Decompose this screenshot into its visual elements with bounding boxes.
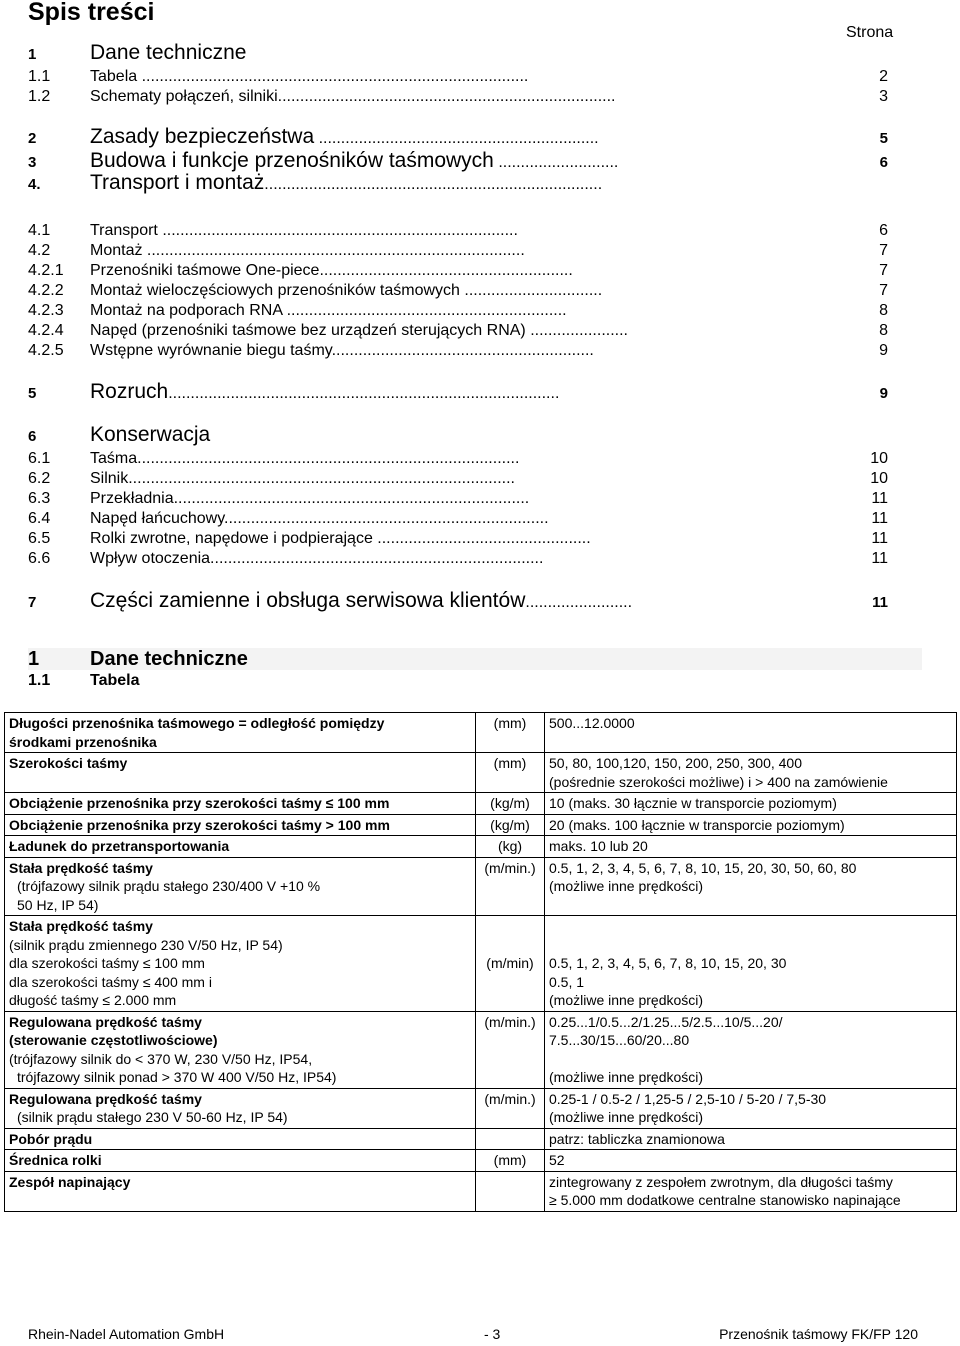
toc-entry-number: 1 (28, 46, 37, 63)
toc-entry-page: 9 (879, 385, 888, 402)
spec-unit-cell (476, 1171, 545, 1211)
spec-value-line: (możliwe inne prędkości) (549, 878, 704, 894)
toc-entry-leader: ........................................................................................ (168, 385, 560, 402)
toc-entry-title (90, 125, 599, 149)
spec-label-line: dla szerokości taśmy ≤ 100 mm (9, 955, 205, 971)
spec-value-line: 52 (549, 1152, 565, 1168)
toc-entry-number: 4.2.1 (28, 262, 64, 279)
toc-entry-number: 4.2.4 (28, 322, 64, 339)
spec-value-line: (pośrednie szerokości możliwe) i > 400 na zamówienie (549, 773, 888, 790)
toc-entry-title (90, 282, 602, 300)
spec-value-line: 10 (maks. 30 łącznie w transporcie poziomym) (549, 795, 837, 811)
toc-entry[interactable] (28, 380, 888, 405)
page-title: Spis treści (28, 0, 155, 26)
specification-table (4, 712, 957, 1212)
toc-entry-text: Wpływ otoczenia (90, 550, 211, 567)
subsection-number: 1.1 (28, 672, 51, 689)
toc-entry-number: 6.3 (28, 490, 51, 507)
spec-unit-cell: (m/min.) (476, 857, 545, 916)
toc-entry-text: Montaż wieloczęściowych przenośników taśmowych (90, 282, 460, 299)
toc-entry-title (90, 41, 246, 65)
toc-entry-text: Budowa i funkcje przenośników taśmowych (90, 149, 494, 172)
toc-entry-text: Taśma (90, 450, 138, 467)
spec-value-line: maks. 10 lub 20 (549, 838, 648, 854)
spec-label-cell (5, 1150, 476, 1172)
toc-entry-number: 7 (28, 594, 37, 611)
toc-entry-title (90, 380, 559, 404)
spec-value-line: (możliwe inne prędkości) (549, 992, 704, 1008)
toc-entry-leader: ............................................................... (282, 302, 567, 319)
spec-label-line: Ładunek do przetransportowania (9, 838, 230, 854)
toc-entry-text: Przekładnia (90, 490, 174, 507)
toc-entry-leader: ...................... (525, 322, 628, 339)
toc-entry-leader: ........................................................... (331, 342, 594, 359)
footer-page-number: - 3 (484, 1326, 501, 1342)
spec-label-line: Średnica rolki (9, 1152, 102, 1168)
spec-value-line: 0.5, 1 (549, 973, 585, 990)
spec-value-line: 7.5...30/15...60/20...80 (549, 1032, 690, 1048)
table-row (5, 836, 957, 858)
toc-entry-leader: ................................................................................ (173, 490, 530, 507)
toc-entry[interactable] (28, 490, 888, 510)
toc-entry-number: 6.1 (28, 450, 51, 467)
toc-entry-number: 1.1 (28, 68, 51, 85)
table-row (5, 916, 957, 1012)
spec-value-cell (545, 1011, 957, 1088)
spec-label-line: Długości przenośnika taśmowego = odległość pomiędzy (9, 715, 385, 731)
toc-entry-leader: ............................................................................ (264, 176, 603, 193)
toc-entry-text: Montaż na podporach RNA (90, 302, 283, 319)
toc-entry[interactable] (28, 322, 888, 342)
spec-value-line: 0.25...1/0.5...2/1.25...5/2.5...10/5...20/ (549, 1013, 783, 1030)
spec-label-line: Stała prędkość taśmy (9, 859, 153, 876)
toc-entry-page: 7 (879, 242, 888, 259)
toc-entry-text: Silnik (90, 470, 129, 487)
table-row (5, 1128, 957, 1150)
toc-entry-text: Transport (90, 222, 158, 239)
spec-value-cell (545, 713, 957, 753)
spec-value-cell (545, 1088, 957, 1128)
toc-entry[interactable] (28, 550, 888, 570)
spec-label-cell (5, 1088, 476, 1128)
toc-entry[interactable] (28, 423, 888, 448)
spec-unit-cell: (m/min.) (476, 1011, 545, 1088)
subsection-heading (28, 672, 140, 690)
spec-label-cell (5, 793, 476, 815)
footer-document-title: Przenośnik taśmowy FK/FP 120 (719, 1326, 918, 1342)
toc-entry[interactable] (28, 88, 888, 108)
toc-entry-page: 7 (879, 282, 888, 299)
toc-entry-leader: ................................................................................ (157, 222, 518, 239)
section-title: Dane techniczne (90, 648, 248, 670)
spec-value-line: 500...12.0000 (549, 715, 635, 731)
spec-label-line: dla szerokości taśmy ≤ 400 mm i (9, 973, 212, 990)
toc-entry-page: 8 (879, 322, 888, 339)
toc-entry-page: 11 (871, 530, 888, 547)
toc-entry-page: 8 (879, 302, 888, 319)
toc-entry-leader: ........................ (525, 594, 633, 611)
toc-entry-title (90, 510, 549, 528)
spec-label-line: długość taśmy ≤ 2.000 mm (9, 992, 177, 1008)
subsection-title: Tabela (90, 672, 140, 689)
table-row (5, 857, 957, 916)
spec-value-line: patrz: tabliczka znamionowa (549, 1130, 725, 1147)
spec-value-line: 0.5, 1, 2, 3, 4, 5, 6, 7, 8, 10, 15, 20, 30 (549, 955, 787, 971)
toc-entry-text: Dane techniczne (90, 41, 247, 64)
toc-entry-number: 2 (28, 130, 37, 147)
spec-label-line: środkami przenośnika (9, 733, 157, 750)
toc-entry-number: 6 (28, 428, 37, 445)
toc-entry-title (90, 171, 602, 195)
toc-entry-leader: ....................................................................................... (128, 470, 515, 487)
spec-value-cell (545, 916, 957, 1012)
toc-entry[interactable] (28, 125, 888, 150)
toc-entry-text: Schematy połączeń, silniki (90, 88, 278, 105)
toc-entry-leader: ......................................................... (319, 262, 573, 279)
spec-value-cell (545, 814, 957, 836)
toc-entry[interactable] (28, 282, 888, 302)
spec-unit-cell: (mm) (476, 1150, 545, 1172)
table-row (5, 753, 957, 793)
toc-entry[interactable] (28, 530, 888, 550)
toc-entry-text: Napęd (przenośniki taśmowe bez urządzeń sterujących RNA) (90, 322, 526, 339)
spec-value-line: 20 (maks. 100 łącznie w transporcie poziomym) (549, 816, 845, 833)
spec-value-cell (545, 793, 957, 815)
toc-entry-text: Wstępne wyrównanie biegu taśmy (90, 342, 332, 359)
toc-entry-title (90, 262, 573, 280)
toc-entry-title (90, 322, 628, 340)
toc-entry-number: 4.1 (28, 222, 51, 239)
spec-label-cell (5, 713, 476, 753)
spec-label-line: (silnik prądu zmiennego 230 V/50 Hz, IP 54) (9, 936, 283, 953)
spec-label-line: Stała prędkość taśmy (9, 918, 153, 934)
toc-entry-title (90, 450, 519, 468)
toc-entry-leader: ...................................................................................... (137, 450, 520, 467)
toc-entry-page: 10 (870, 450, 888, 467)
toc-entry-number: 4. (28, 176, 41, 193)
spec-unit-cell: (mm) (476, 753, 545, 793)
spec-value-line: 50, 80, 100,120, 150, 200, 250, 300, 400 (549, 755, 802, 771)
spec-unit-cell: (kg/m) (476, 814, 545, 836)
toc-entry[interactable] (28, 302, 888, 322)
toc-entry-text: Napęd łańcuchowy (90, 510, 225, 527)
spec-unit-cell: (mm) (476, 713, 545, 753)
toc-entry-leader: ............................................................... (314, 130, 599, 147)
toc-entry[interactable] (28, 68, 888, 88)
spec-label-line: (sterowanie częstotliwościowe) (9, 1032, 218, 1048)
toc-entry-leader: ............................................................................ (277, 88, 616, 105)
spec-value-cell (545, 753, 957, 793)
toc-entry-page: 11 (871, 510, 888, 527)
spec-label-cell (5, 857, 476, 916)
table-row (5, 1011, 957, 1088)
toc-entry-title (90, 342, 594, 360)
toc-entry-number: 4.2 (28, 242, 51, 259)
toc-entry-number: 6.2 (28, 470, 51, 487)
spec-value-line: (możliwe inne prędkości) (549, 1068, 704, 1085)
toc-entry[interactable] (28, 41, 888, 66)
page-column-label: Strona (846, 24, 894, 41)
toc-entry-number: 4.2.5 (28, 342, 64, 359)
toc-entry-text: Części zamienne i obsługa serwisowa klientów (90, 589, 526, 612)
spec-value-cell (545, 1128, 957, 1150)
spec-value-line: ≥ 5.000 mm dodatkowe centralne stanowisko napinające (549, 1192, 901, 1208)
toc-entry-leader: ................................................ (372, 530, 591, 547)
toc-entry-leader: ....................................................................................... (137, 68, 529, 85)
toc-entry-title (90, 222, 518, 240)
spec-label-line: (trójfazowy silnik prądu stałego 230/400 V +10 % (17, 878, 321, 894)
spec-label-cell (5, 836, 476, 858)
toc-entry[interactable] (28, 470, 888, 490)
toc-entry-title (90, 589, 632, 613)
toc-entry-title (90, 242, 525, 260)
toc-entry-number: 1.2 (28, 88, 51, 105)
toc-entry-number: 4.2.3 (28, 302, 64, 319)
spec-value-cell (545, 836, 957, 858)
table-row (5, 1088, 957, 1128)
spec-label-line: (silnik prądu stałego 230 V 50-60 Hz, IP 54) (17, 1109, 288, 1125)
toc-entry-page: 9 (879, 342, 888, 359)
spec-label-line: Pobór prądu (9, 1130, 93, 1147)
spec-label-line: Obciążenie przenośnika przy szerokości taśmy ≤ 100 mm (9, 795, 390, 811)
toc-entry-text: Montaż (90, 242, 143, 259)
toc-entry-text: Rolki zwrotne, napędowe i podpierające (90, 530, 373, 547)
toc-entry-title (90, 423, 210, 447)
toc-entry-page: 11 (871, 490, 888, 507)
spec-value-cell (545, 1171, 957, 1211)
toc-entry-title (90, 88, 615, 106)
toc-entry-page: 2 (879, 68, 888, 85)
spec-unit-cell: (kg) (476, 836, 545, 858)
spec-unit-cell (476, 1128, 545, 1150)
toc-entry-text: Zasady bezpieczeństwa (90, 125, 315, 148)
toc-entry-number: 5 (28, 385, 37, 402)
toc-entry[interactable] (28, 342, 888, 362)
toc-entry-title (90, 490, 529, 508)
spec-value-cell (545, 857, 957, 916)
toc-entry-leader: ..................................................................................... (142, 242, 525, 259)
toc-entry-page: 11 (871, 550, 888, 567)
spec-value-line: (możliwe inne prędkości) (549, 1109, 704, 1125)
toc-entry-page: 7 (879, 262, 888, 279)
toc-entry-text: Transport i montaż (90, 171, 265, 194)
toc-entry-text: Konserwacja (90, 423, 211, 446)
toc-entry-number: 6.4 (28, 510, 51, 527)
toc-entry-title (90, 530, 591, 548)
toc-entry[interactable] (28, 222, 888, 242)
spec-value-line: zintegrowany z zespołem zwrotnym, dla długości taśmy (549, 1173, 893, 1190)
table-row (5, 713, 957, 753)
section-number: 1 (28, 648, 40, 670)
footer-company: Rhein-Nadel Automation GmbH (28, 1326, 225, 1342)
toc-entry-number: 6.5 (28, 530, 51, 547)
spec-label-cell (5, 753, 476, 793)
toc-entry[interactable] (28, 510, 888, 530)
table-row (5, 1150, 957, 1172)
toc-entry-leader: ............................... (459, 282, 603, 299)
spec-label-line: 50 Hz, IP 54) (17, 896, 99, 913)
toc-entry-page: 6 (879, 154, 888, 171)
spec-value-line: 0.25-1 / 0.5-2 / 1,25-5 / 2,5-10 / 5-20 / 7,5-30 (549, 1090, 827, 1107)
toc-entry-leader: ........................... (493, 154, 619, 171)
spec-value-cell (545, 1150, 957, 1172)
toc-entry[interactable] (28, 450, 888, 470)
table-row (5, 793, 957, 815)
table-row (5, 814, 957, 836)
toc-entry-number: 6.6 (28, 550, 51, 567)
toc-entry-title (90, 149, 618, 173)
spec-label-line: Zespół napinający (9, 1173, 131, 1190)
toc-entry-page: 11 (872, 594, 888, 611)
toc-entry-text: Rozruch (90, 380, 169, 403)
spec-label-line: (trójfazowy silnik do < 370 W, 230 V/50 Hz, IP54, (9, 1050, 313, 1067)
spec-label-cell (5, 1011, 476, 1088)
table-row (5, 1171, 957, 1211)
toc-entry-page: 5 (879, 130, 888, 147)
spec-label-line: Regulowana prędkość taśmy (9, 1013, 202, 1030)
section-heading (28, 648, 922, 670)
toc-entry-leader: ........................................................................... (210, 550, 544, 567)
spec-label-cell (5, 1171, 476, 1211)
toc-entry-leader: ......................................................................... (224, 510, 549, 527)
toc-entry[interactable] (28, 171, 888, 196)
toc-entry-page: 10 (870, 470, 888, 487)
toc-entry-number: 3 (28, 154, 37, 171)
spec-value-line: 0.5, 1, 2, 3, 4, 5, 6, 7, 8, 10, 15, 20, 30, 50, 60, 80 (549, 859, 857, 876)
spec-label-cell (5, 916, 476, 1012)
spec-unit-cell: (kg/m) (476, 793, 545, 815)
toc-entry-text: Tabela (90, 68, 138, 85)
toc-entry-text: Przenośniki taśmowe One-piece (90, 262, 320, 279)
spec-label-line: Regulowana prędkość taśmy (9, 1090, 202, 1107)
toc-entry-title (90, 470, 515, 488)
spec-label-line: trójfazowy silnik ponad > 370 W 400 V/50 Hz, IP54) (17, 1069, 337, 1085)
spec-label-cell (5, 1128, 476, 1150)
spec-label-line: Szerokości taśmy (9, 755, 128, 771)
spec-unit-cell: (m/min.) (476, 1088, 545, 1128)
spec-unit-cell: (m/min) (476, 916, 545, 1012)
toc-entry-page: 3 (879, 88, 888, 105)
toc-entry-title (90, 550, 543, 568)
toc-entry[interactable] (28, 262, 888, 282)
toc-entry[interactable] (28, 242, 888, 262)
toc-entry-number: 4.2.2 (28, 282, 64, 299)
toc-entry-title (90, 302, 567, 320)
spec-label-line: Obciążenie przenośnika przy szerokości taśmy > 100 mm (9, 816, 390, 833)
toc-entry-title (90, 68, 528, 86)
toc-entry-page: 6 (879, 222, 888, 239)
toc-entry[interactable] (28, 589, 888, 614)
spec-label-cell (5, 814, 476, 836)
